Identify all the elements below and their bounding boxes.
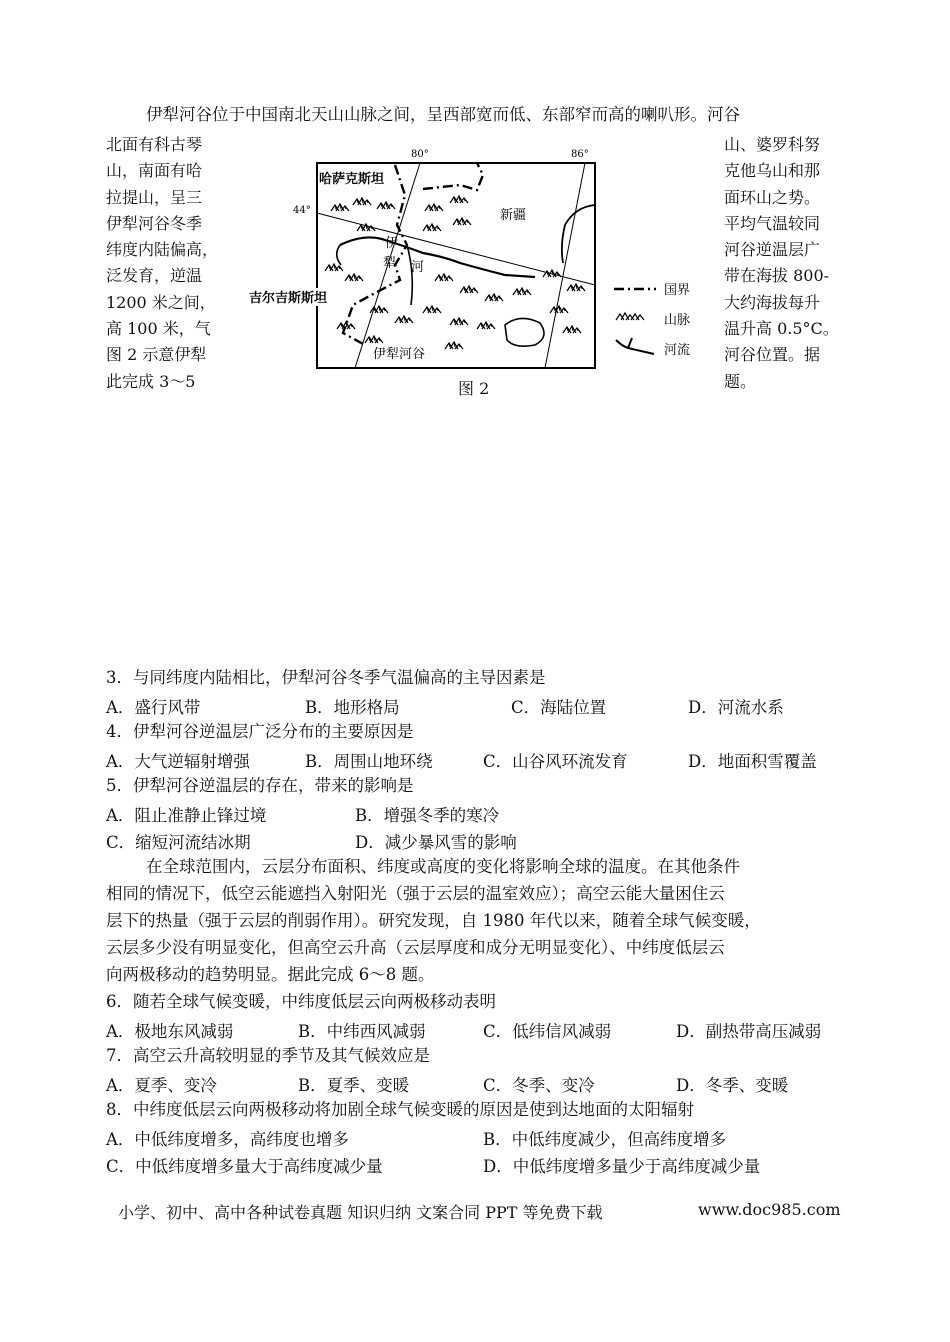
lon-label-80: 80° <box>411 149 429 160</box>
question-4-option-d: D．地面积雪覆盖 <box>688 752 817 771</box>
question-6-option-d: D．副热带高压减弱 <box>676 1022 822 1041</box>
question-4-option-b: B．周围山地环绕 <box>305 752 433 771</box>
figure-caption: 图 2 <box>458 379 490 398</box>
legend-river-symbol <box>616 338 654 354</box>
right-line: 题。 <box>724 371 757 391</box>
left-line: 此完成 3～5 <box>106 371 196 391</box>
question-8-option-d: D．中低纬度增多量少于高纬度减少量 <box>483 1157 761 1176</box>
right-line: 山、婆罗科努 <box>724 135 821 154</box>
passage-2-line: 层下的热量（强于云层的削弱作用）。研究发现，自 1980 年代以来，随着全球气候变暖， <box>106 911 761 930</box>
legend-mountain-label: 山脉 <box>664 313 691 328</box>
right-line: 平均气温较同 <box>724 213 821 233</box>
label-yili-1: 伊 <box>385 236 399 251</box>
passage-2-line: 向两极移动的趋势明显。据此完成 6～8 题。 <box>106 965 435 984</box>
question-8-option-a: A．中低纬度增多，高纬度也增多 <box>106 1130 349 1149</box>
legend-border-label: 国界 <box>664 283 691 298</box>
question-3-option-c: C．海陆位置 <box>511 698 607 717</box>
page-footer <box>118 1200 841 1223</box>
left-line: 高 100 米，气 <box>106 319 211 339</box>
question-5-option-d: D．减少暴风雪的影响 <box>355 833 517 852</box>
question-7-option-b: B．夏季、变暖 <box>298 1076 410 1095</box>
question-8-option-c: C．中低纬度增多量大于高纬度减少量 <box>106 1157 383 1176</box>
question-4-stem: 4．伊犁河谷逆温层广泛分布的主要原因是 <box>106 722 414 741</box>
question-4-option-a: A．大气逆辐射增强 <box>106 752 250 771</box>
left-line: 山，南面有哈 <box>106 161 203 181</box>
left-line: 北面有科古琴 <box>106 135 203 154</box>
right-line: 河谷逆温层广 <box>724 240 821 260</box>
label-kyrgyzstan: 吉尔吉斯斯坦 <box>249 291 328 306</box>
question-5-option-b: B．增强冬季的寒冷 <box>355 806 500 825</box>
question-7-stem: 7．高空云升高较明显的季节及其气候效应是 <box>106 1046 430 1065</box>
intro-line-1: 伊犁河谷位于中国南北天山山脉之间，呈西部宽而低、东部窄而高的喇叭形。河谷 <box>146 105 740 124</box>
label-yili-valley: 伊犁河谷 <box>373 347 426 362</box>
question-5-stem: 5．伊犁河谷逆温层的存在，带来的影响是 <box>106 776 414 795</box>
footer-site: www.doc985.com <box>698 1200 841 1219</box>
footer-text: 小学、初中、高中各种试卷真题 知识归纳 文案合同 PPT 等免费下载 <box>118 1203 603 1222</box>
left-line: 泛发育，逆温 <box>106 266 203 286</box>
question-3-stem: 3．与同纬度内陆相比，伊犁河谷冬季气温偏高的主导因素是 <box>106 668 546 687</box>
intro-right-column <box>724 132 839 395</box>
question-5-option-a: A．阻止准静止锋过境 <box>106 806 267 825</box>
question-3-option-b: B．地形格局 <box>305 698 400 717</box>
question-7-option-c: C．冬季、变冷 <box>483 1076 595 1095</box>
right-line: 面环山之势。 <box>724 187 821 207</box>
label-xinjiang: 新疆 <box>500 208 527 223</box>
lon-label-86: 86° <box>571 149 589 160</box>
left-line: 图 2 示意伊犁 <box>106 345 207 365</box>
left-line: 伊犁河谷冬季 <box>106 213 203 233</box>
passage-2-line: 相同的情况下，低空云能遮挡入射阳光（强于云层的温室效应）；高空云能大量困住云 <box>106 884 725 903</box>
map-legend-panel <box>610 278 720 358</box>
label-kazakhstan: 哈萨克斯坦 <box>319 172 385 187</box>
left-line: 1200 米之间， <box>106 292 216 312</box>
legend-river-label: 河流 <box>664 343 691 358</box>
question-7-option-d: D．冬季、变暖 <box>676 1076 789 1095</box>
question-3-option-d: D．河流水系 <box>688 698 784 717</box>
label-yili-2: 犁 <box>383 256 397 271</box>
lat-label-44: 44° <box>293 205 311 216</box>
question-7-option-a: A．夏季、变冷 <box>106 1076 217 1095</box>
question-8-stem: 8．中纬度低层云向两极移动将加剧全球气候变暖的原因是使到达地面的太阳辐射 <box>106 1100 694 1119</box>
question-4-option-c: C．山谷风环流发育 <box>483 752 628 771</box>
right-line: 克他乌山和那 <box>724 161 821 181</box>
question-3-option-a: A．盛行风带 <box>106 698 201 717</box>
right-line: 温升高 0.5°C。 <box>724 319 839 339</box>
map-frame <box>317 163 595 368</box>
left-line: 纬度内陆偏高， <box>106 240 219 260</box>
question-6-option-b: B．中纬西风减弱 <box>298 1022 426 1041</box>
label-yili-3: 河 <box>411 260 425 275</box>
right-line: 带在海拔 800- <box>724 266 830 286</box>
intro-left-column <box>106 132 218 395</box>
left-line: 拉提山，呈三 <box>106 187 203 207</box>
question-6-option-a: A．极地东风减弱 <box>106 1022 234 1041</box>
question-5-option-c: C．缩短河流结冰期 <box>106 833 251 852</box>
right-line: 大约海拔每升 <box>724 292 821 312</box>
question-6-option-c: C．低纬信风减弱 <box>483 1022 612 1041</box>
question-8-option-b: B．中低纬度减少，但高纬度增多 <box>483 1130 727 1149</box>
passage-2-line: 在全球范围内，云层分布面积、纬度或高度的变化将影响全球的温度。在其他条件 <box>146 857 740 876</box>
yili-valley-map <box>245 145 605 375</box>
legend-mountain-symbol <box>616 313 644 320</box>
right-line: 河谷位置。据 <box>724 345 821 365</box>
question-6-stem: 6．随若全球气候变暖，中纬度低层云向两极移动表明 <box>106 992 496 1011</box>
passage-2-line: 云层多少没有明显变化，但高空云升高（云层厚度和成分无明显变化）、中纬度低层云 <box>106 938 725 957</box>
